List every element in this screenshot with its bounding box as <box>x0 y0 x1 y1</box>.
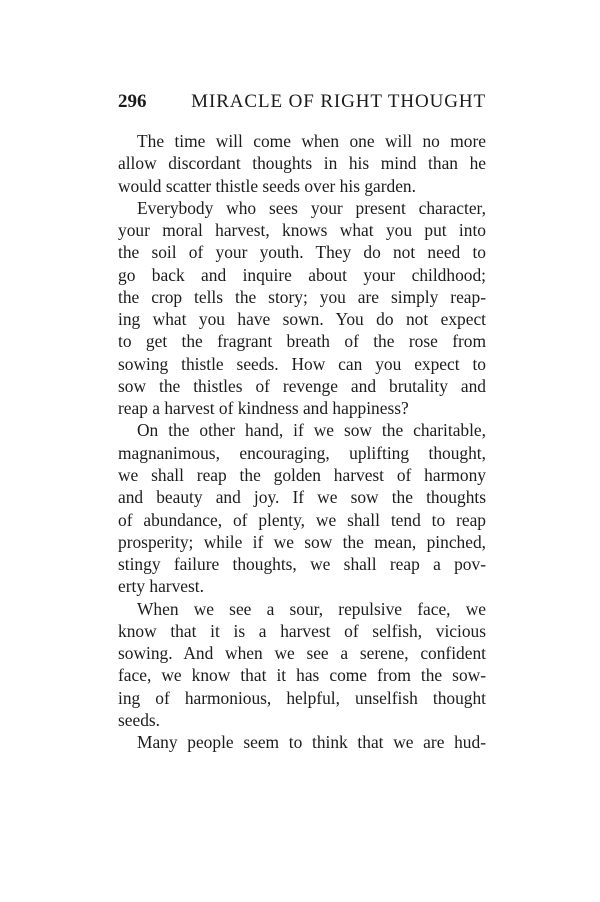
page-header <box>118 91 486 113</box>
text-line: ing what you have sown. You do not expect <box>118 309 486 330</box>
text-line: sowing. And when we see a serene, confident <box>118 643 486 664</box>
page-body <box>118 130 486 753</box>
running-title: MIRACLE OF RIGHT THOUGHT <box>191 91 486 112</box>
text-line: sow the thistles of revenge and brutality and <box>118 375 486 396</box>
text-line: we shall reap the golden harvest of harmony <box>118 464 486 485</box>
text-line: seeds. <box>118 709 161 730</box>
text-line: On the other hand, if we sow the charitable, <box>137 420 486 441</box>
text-line: face, we know that it has come from the sow- <box>118 665 486 686</box>
text-line: prosperity; while if we sow the mean, pinched, <box>118 531 486 552</box>
text-line: know that it is a harvest of selfish, vicious <box>118 620 486 641</box>
text-line: Everybody who sees your present character, <box>137 197 486 218</box>
text-line: and beauty and joy. If we sow the thoughts <box>118 487 486 508</box>
text-line: allow discordant thoughts in his mind than he <box>118 153 486 174</box>
text-line: your moral harvest, knows what you put into <box>118 220 486 241</box>
page-number: 296 <box>118 91 147 112</box>
text-line: magnanimous, encouraging, uplifting thought, <box>118 442 486 463</box>
text-line: to get the fragrant breath of the rose from <box>118 331 486 352</box>
text-line: of abundance, of plenty, we shall tend to reap <box>118 509 486 530</box>
text-line: the soil of your youth. They do not need to <box>118 242 486 263</box>
text-line: Many people seem to think that we are hud- <box>137 732 486 753</box>
text-line: When we see a sour, repulsive face, we <box>137 598 486 619</box>
text-line: the crop tells the story; you are simply reap- <box>118 286 486 307</box>
text-line: stingy failure thoughts, we shall reap a pov- <box>118 554 486 575</box>
text-line: would scatter thistle seeds over his garden. <box>118 175 416 196</box>
text-line: go back and inquire about your childhood; <box>118 264 486 285</box>
text-line: reap a harvest of kindness and happiness? <box>118 398 409 419</box>
text-line: erty harvest. <box>118 576 204 597</box>
text-line: ing of harmonious, helpful, unselfish thought <box>118 687 486 708</box>
text-line: sowing thistle seeds. How can you expect to <box>118 353 486 374</box>
text-line: The time will come when one will no more <box>137 131 486 151</box>
